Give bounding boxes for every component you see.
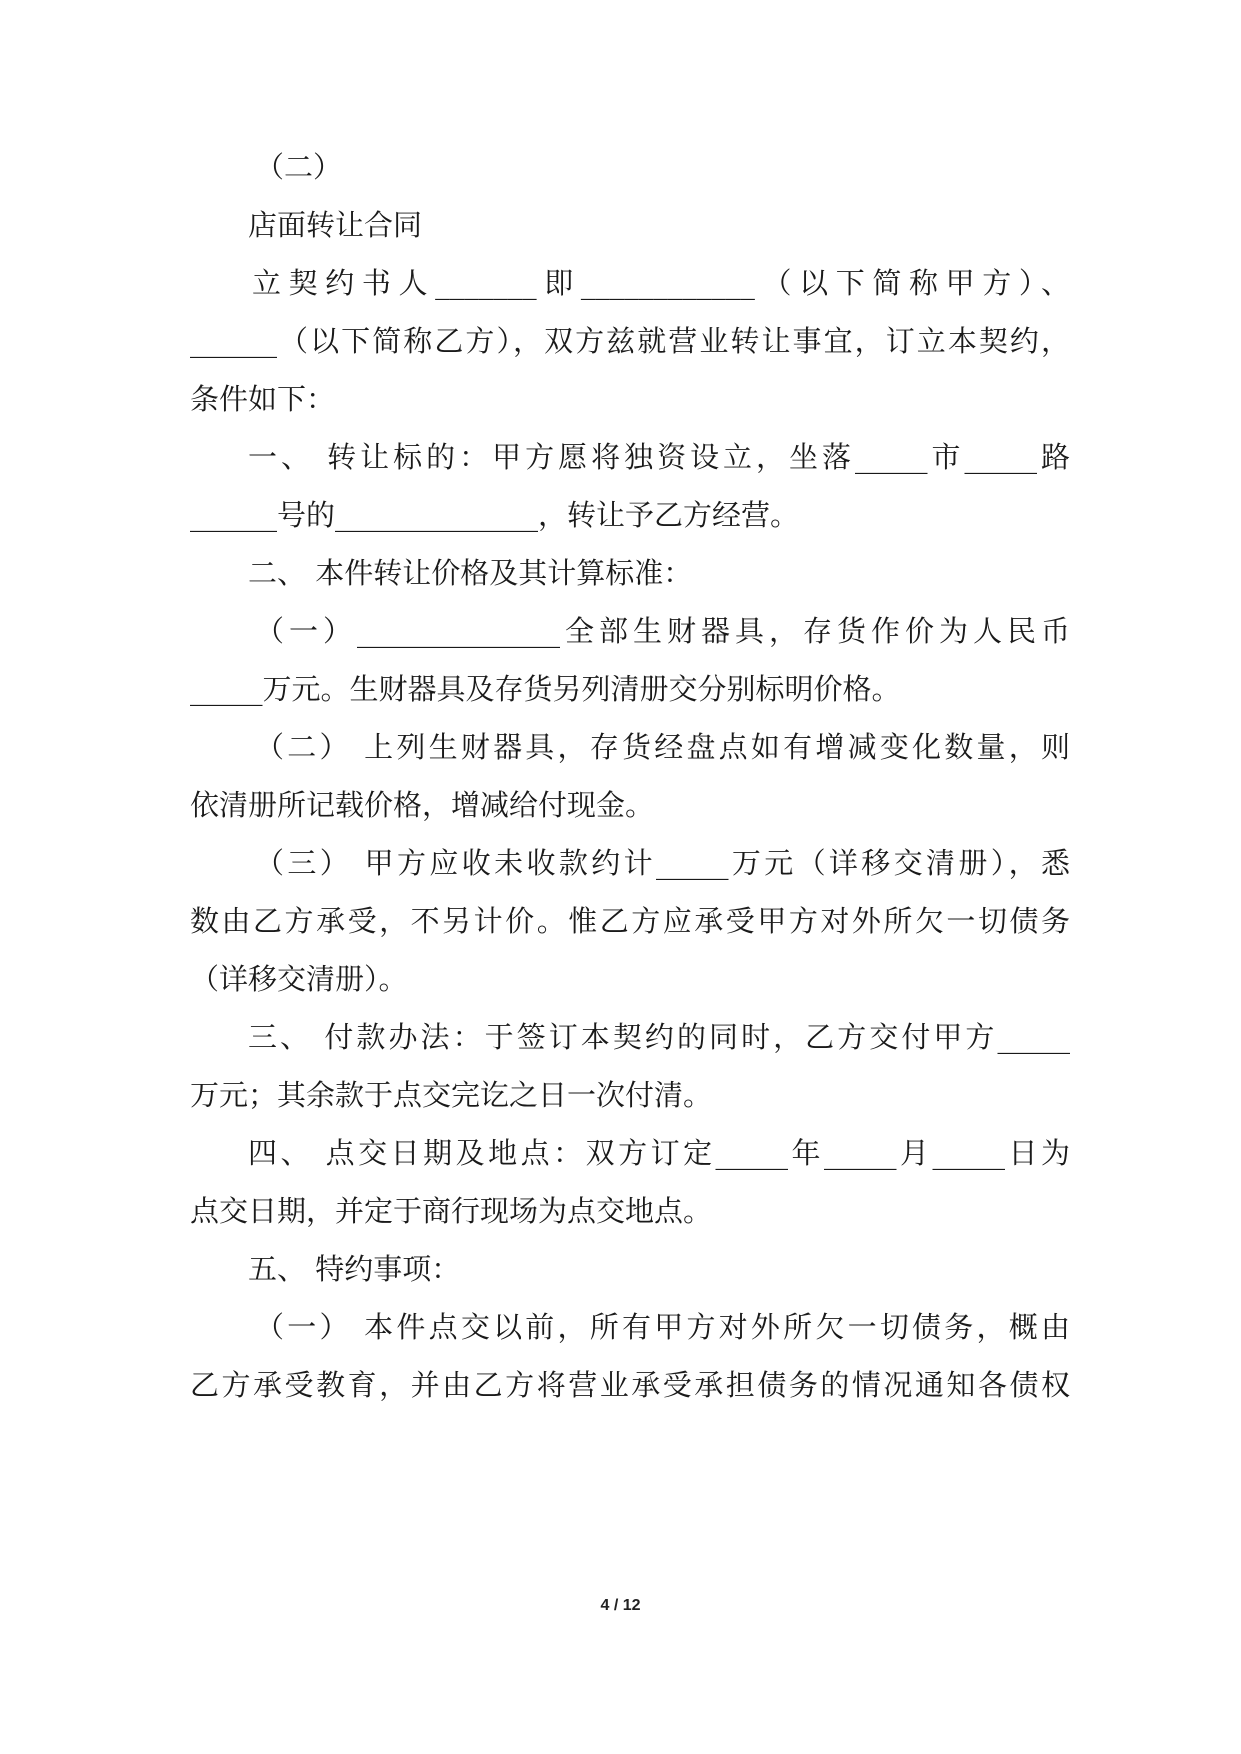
paragraph-line: 点交日期，并定于商行现场为点交地点。 xyxy=(190,1194,713,1228)
sub-clause-line: （三） 甲方应收未收款约计_____万元（详移交清册），悉 xyxy=(255,846,1070,880)
clause-heading: 二、 本件转让价格及其计算标准： xyxy=(248,556,693,590)
clause-heading: 四、 点交日期及地点：双方订定_____年_____月_____日为 xyxy=(248,1136,1070,1170)
paragraph-line: ______号的______________，转让予乙方经营。 xyxy=(190,498,800,532)
paragraph-line: 乙方承受教育，并由乙方将营业承受承担债务的情况通知各债权 xyxy=(190,1368,1070,1402)
paragraph-line: 条件如下： xyxy=(190,382,336,416)
paragraph-line: ______（以下简称乙方），双方兹就营业转让事宜，订立本契约， xyxy=(190,324,1070,358)
clause-heading: 三、 付款办法：于签订本契约的同时，乙方交付甲方_____ xyxy=(248,1020,1070,1054)
contract-title: 店面转让合同 xyxy=(248,208,423,242)
paragraph-line: 数由乙方承受，不另计价。惟乙方应承受甲方对外所欠一切债务 xyxy=(190,904,1070,938)
paragraph-line: 万元；其余款于点交完讫之日一次付清。 xyxy=(190,1078,713,1112)
sub-clause-line: （二） 上列生财器具，存货经盘点如有增减变化数量，则 xyxy=(255,730,1070,764)
paragraph-line: （详移交清册）。 xyxy=(190,962,408,996)
paragraph-line: _____万元。生财器具及存货另列清册交分别标明价格。 xyxy=(190,672,901,706)
sub-clause-line: （一）______________全部生财器具，存货作价为人民币 xyxy=(255,614,1070,648)
paragraph-line: 立契约书人_______即____________（以下简称甲方）、 xyxy=(252,266,1070,300)
paragraph-line: 依清册所记载价格，增减给付现金。 xyxy=(190,788,655,822)
clause-heading: 一、 转让标的：甲方愿将独资设立，坐落_____市_____路 xyxy=(248,440,1070,474)
page-number: 4 / 12 xyxy=(600,1597,641,1614)
sub-clause-line: （一） 本件点交以前，所有甲方对外所欠一切债务，概由 xyxy=(255,1310,1070,1344)
section-number: （二） xyxy=(255,150,343,184)
clause-heading: 五、 特约事项： xyxy=(248,1252,461,1286)
